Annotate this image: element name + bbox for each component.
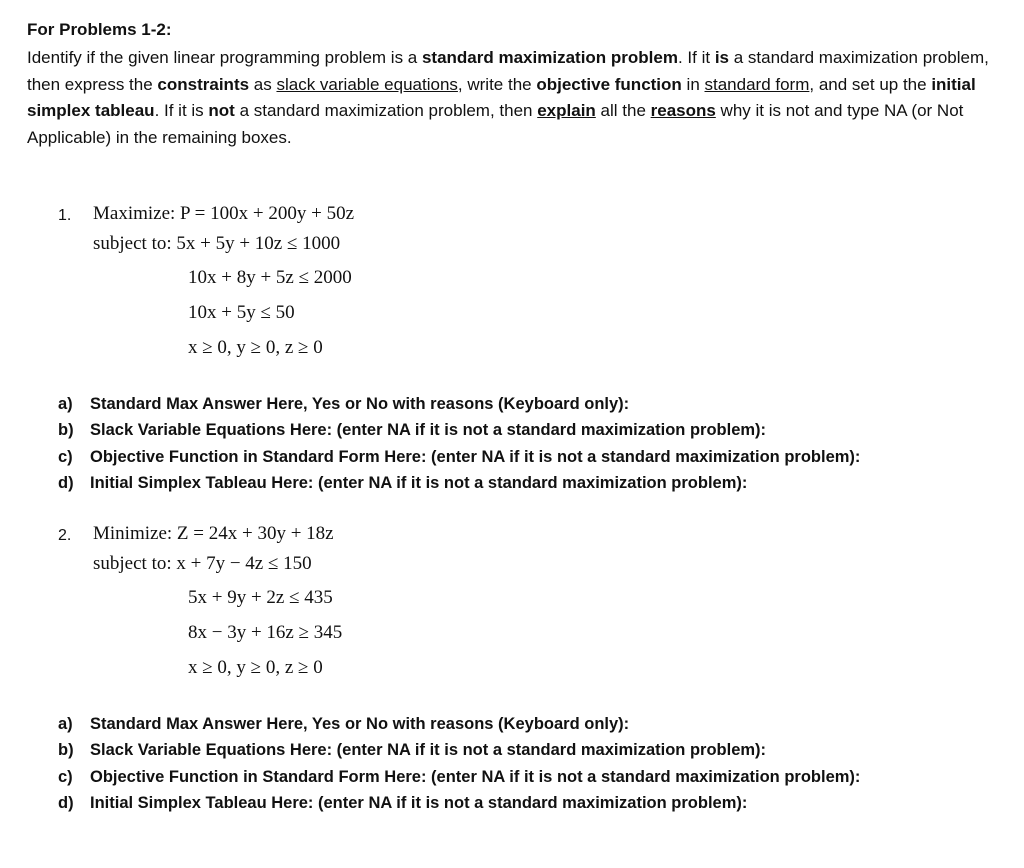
- constraint-line: 8x − 3y + 16z ≥ 345: [188, 622, 343, 643]
- answer-prompt: d) Initial Simplex Tableau Here: (enter NA if it is not a standard maximization problem):: [58, 793, 748, 812]
- answer-prompts-1: [58, 391, 1008, 496]
- answer-prompt: c) Objective Function in Standard Form Here: (enter NA if it is not a standard maximization problem):: [58, 767, 861, 786]
- objective-line: Maximize: P = 100x + 200y + 50z: [93, 203, 354, 224]
- page-heading: For Problems 1-2:: [27, 20, 172, 39]
- nonnegativity-line: x ≥ 0, y ≥ 0, z ≥ 0: [188, 657, 323, 678]
- nonnegativity-line: x ≥ 0, y ≥ 0, z ≥ 0: [188, 337, 323, 358]
- answer-prompts-2: [58, 711, 1008, 816]
- answer-prompt: a) Standard Max Answer Here, Yes or No with reasons (Keyboard only):: [58, 395, 630, 413]
- answer-prompt: b) Slack Variable Equations Here: (enter NA if it is not a standard maximization problem):: [58, 741, 767, 760]
- constraint-line: 5x + 9y + 2z ≤ 435: [188, 587, 333, 608]
- answer-prompt: a) Standard Max Answer Here, Yes or No with reasons (Keyboard only):: [58, 715, 630, 733]
- answer-prompt: c) Objective Function in Standard Form Here: (enter NA if it is not a standard maximization problem):: [58, 447, 861, 466]
- problem-number: 1.: [58, 207, 72, 224]
- objective-line: Minimize: Z = 24x + 30y + 18z: [93, 523, 334, 544]
- problem-number: 2.: [58, 527, 72, 544]
- constraint-line: 10x + 5y ≤ 50: [188, 302, 295, 323]
- answer-prompt: b) Slack Variable Equations Here: (enter NA if it is not a standard maximization problem):: [58, 421, 767, 440]
- subject-to-line: subject to: x + 7y − 4z ≤ 150: [93, 553, 312, 574]
- subject-to-line: subject to: 5x + 5y + 10z ≤ 1000: [93, 233, 341, 254]
- constraint-line: 10x + 8y + 5z ≤ 2000: [188, 267, 352, 288]
- answer-prompt: d) Initial Simplex Tableau Here: (enter NA if it is not a standard maximization problem):: [58, 473, 748, 492]
- instructions-paragraph: Identify if the given linear programming problem is a standard maximization problem. If it is a standard maximization problem, then express the constraints as slack variable equations, write the objective function in standard form, and set up the initial simplex tableau. If it is not a standard maximization problem, then explain all the reasons why it is not and type NA (or Not Applicable) in the remaining boxes.: [27, 48, 989, 147]
